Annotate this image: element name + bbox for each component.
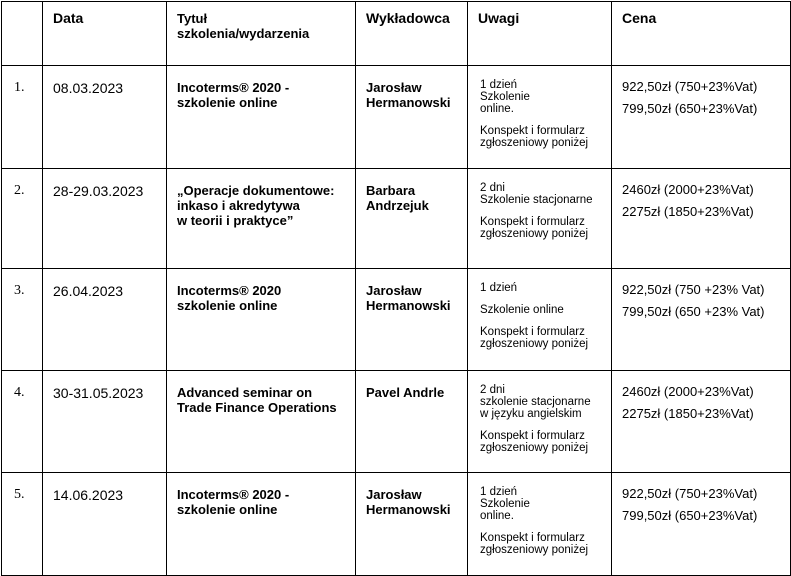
training-title [167, 66, 356, 169]
header-lecturer: Wykładowca [356, 2, 468, 66]
lecturer-name-line: Pavel Andrle [366, 385, 445, 400]
training-date: 14.06.2023 [43, 473, 167, 576]
training-schedule-table [1, 1, 791, 576]
lecturer-name [356, 371, 468, 473]
table-row [2, 66, 791, 169]
lecturer-name-line: Barbara [366, 183, 416, 198]
training-date: 26.04.2023 [43, 269, 167, 371]
training-price [612, 371, 791, 473]
price-discounted: 2275zł (1850+23%Vat) [622, 406, 754, 421]
training-date: 30-31.05.2023 [43, 371, 167, 473]
lecturer-name-line: Hermanowski [366, 298, 451, 313]
notes-line: Szkolenie stacjonarne [480, 194, 593, 206]
price-standard: 922,50zł (750 +23% Vat) [622, 282, 765, 297]
training-title [167, 169, 356, 269]
training-notes [468, 66, 612, 169]
lecturer-name-line: Hermanowski [366, 502, 451, 517]
training-title-line: Incoterms® 2020 [177, 283, 282, 298]
lecturer-name-line: Jarosław [366, 283, 422, 298]
training-date: 28-29.03.2023 [43, 169, 167, 269]
training-title-line: w teorii i praktyce” [177, 213, 294, 228]
notes-line: online. [480, 510, 514, 522]
training-title-line: szkolenie online [177, 502, 278, 517]
training-notes [468, 169, 612, 269]
row-number: 3. [2, 269, 43, 371]
notes-line: 2 dni [480, 182, 505, 194]
training-price [612, 473, 791, 576]
header-title [167, 2, 356, 66]
notes-line: zgłoszeniowy poniżej [480, 544, 589, 556]
lecturer-name-line: Jarosław [366, 80, 422, 95]
price-discounted: 799,50zł (650+23%Vat) [622, 101, 758, 116]
price-discounted: 799,50zł (650 +23% Vat) [622, 304, 765, 319]
header-number [2, 2, 43, 66]
training-notes [468, 371, 612, 473]
notes-line: zgłoszeniowy poniżej [480, 137, 589, 149]
training-title-line: Advanced seminar on [177, 385, 313, 400]
notes-line: 1 dzień [480, 79, 518, 91]
training-title-line: szkolenie online [177, 298, 278, 313]
notes-line: zgłoszeniowy poniżej [480, 228, 589, 240]
training-notes [468, 269, 612, 371]
notes-line: Szkolenie [480, 498, 530, 510]
price-standard: 2460zł (2000+23%Vat) [622, 182, 754, 197]
notes-line: szkolenie stacjonarne [480, 396, 591, 408]
lecturer-name [356, 169, 468, 269]
training-title-line: Incoterms® 2020 - [177, 487, 290, 502]
header-notes: Uwagi [468, 2, 612, 66]
lecturer-name [356, 66, 468, 169]
row-number: 4. [2, 371, 43, 473]
training-notes [468, 473, 612, 576]
price-discounted: 2275zł (1850+23%Vat) [622, 204, 754, 219]
notes-line: 1 dzień [480, 282, 518, 294]
training-title-line: inkaso i akredytywa [177, 198, 300, 213]
notes-line: zgłoszeniowy poniżej [480, 338, 589, 350]
training-price [612, 169, 791, 269]
header-title-line: szkolenia/wydarzenia [177, 26, 310, 41]
notes-line: Konspekt i formularz [480, 430, 585, 442]
table-row [2, 473, 791, 576]
lecturer-name-line: Jarosław [366, 487, 422, 502]
training-price [612, 66, 791, 169]
notes-line: Szkolenie online [480, 304, 564, 316]
row-number: 1. [2, 66, 43, 169]
notes-line: Szkolenie [480, 91, 530, 103]
row-number: 2. [2, 169, 43, 269]
lecturer-name [356, 473, 468, 576]
lecturer-name-line: Hermanowski [366, 95, 451, 110]
header-title-line: Tytuł [177, 11, 208, 26]
notes-line: online. [480, 103, 514, 115]
training-title-line: Incoterms® 2020 - [177, 80, 290, 95]
training-title [167, 269, 356, 371]
header-date: Data [43, 2, 167, 66]
training-title-line: szkolenie online [177, 95, 278, 110]
notes-line: Konspekt i formularz [480, 532, 585, 544]
notes-line: w języku angielskim [480, 408, 582, 420]
training-title-line: Trade Finance Operations [177, 400, 337, 415]
notes-line: Konspekt i formularz [480, 216, 585, 228]
table-row [2, 371, 791, 473]
header-price: Cena [612, 2, 791, 66]
price-standard: 2460zł (2000+23%Vat) [622, 384, 754, 399]
row-number: 5. [2, 473, 43, 576]
notes-line: Konspekt i formularz [480, 125, 585, 137]
lecturer-name-line: Andrzejuk [366, 198, 429, 213]
lecturer-name [356, 269, 468, 371]
training-title [167, 371, 356, 473]
notes-line: Konspekt i formularz [480, 326, 585, 338]
notes-line: 1 dzień [480, 486, 518, 498]
header-row [2, 2, 791, 66]
price-standard: 922,50zł (750+23%Vat) [622, 79, 758, 94]
training-price [612, 269, 791, 371]
notes-line: 2 dni [480, 384, 505, 396]
table-row [2, 169, 791, 269]
table-row [2, 269, 791, 371]
price-standard: 922,50zł (750+23%Vat) [622, 486, 758, 501]
training-title [167, 473, 356, 576]
training-date: 08.03.2023 [43, 66, 167, 169]
training-title-line: „Operacje dokumentowe: [177, 183, 335, 198]
notes-line: zgłoszeniowy poniżej [480, 442, 589, 454]
price-discounted: 799,50zł (650+23%Vat) [622, 508, 758, 523]
